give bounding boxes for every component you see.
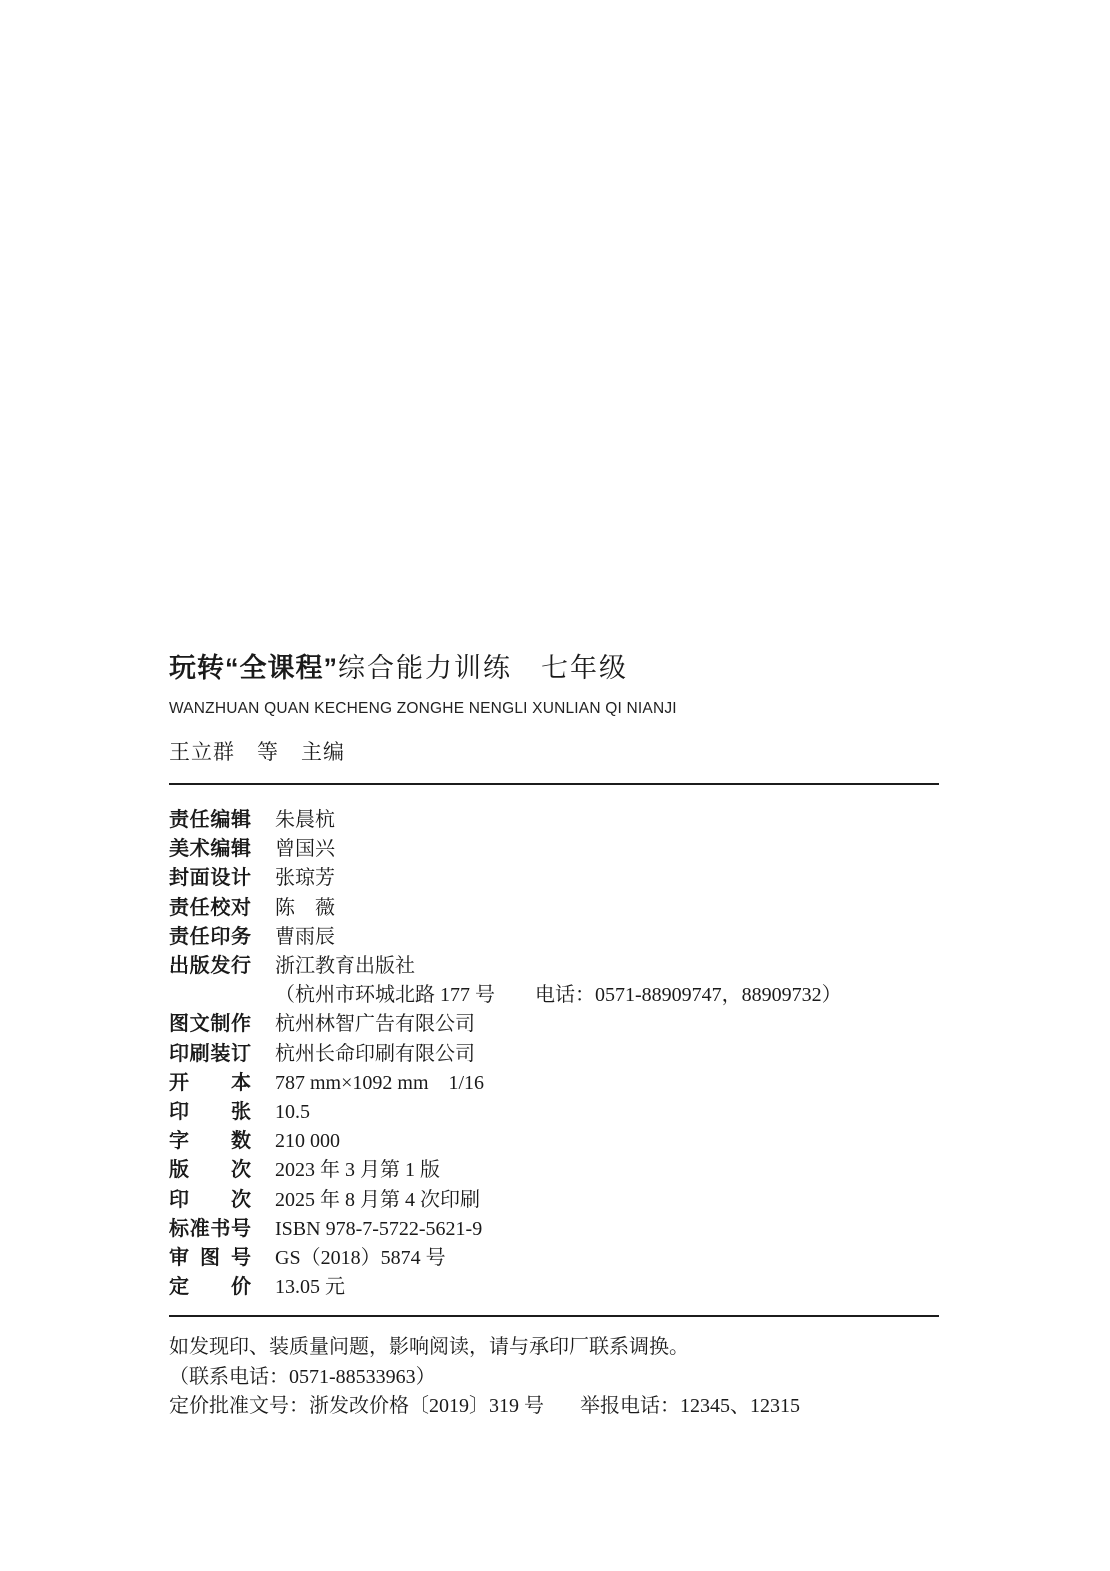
colophon-row [169, 835, 939, 864]
colophon-value: 210 000 [275, 1130, 340, 1153]
colophon-value: （杭州市环城北路 177 号 电话：0571-88909747，88909732） [275, 984, 842, 1007]
colophon-label: 标准书号 [169, 1217, 251, 1240]
footer-notes [169, 1333, 939, 1422]
colophon-row [169, 1215, 939, 1244]
colophon-value: 杭州长命印刷有限公司 [275, 1042, 475, 1065]
divider-bottom [169, 1315, 939, 1317]
colophon-value: GS（2018）5874 号 [275, 1247, 446, 1270]
colophon-value: 13.05 元 [275, 1276, 345, 1299]
book-title-sub: 综合能力训练 七年级 [338, 653, 628, 683]
divider-top [169, 783, 939, 785]
colophon-row [169, 894, 939, 923]
colophon-value: 杭州林智广告有限公司 [275, 1013, 475, 1036]
colophon-row [169, 864, 939, 893]
colophon-value: 曾国兴 [275, 838, 335, 861]
colophon-row [169, 1186, 939, 1215]
colophon-row [169, 1273, 939, 1302]
author-byline: 王立群 等 主编 [169, 740, 345, 764]
colophon-row [169, 923, 939, 952]
colophon-row [169, 1244, 939, 1273]
colophon-row [169, 1098, 939, 1127]
colophon-label: 责任印务 [169, 925, 251, 948]
footer-report-phone: 举报电话：12345、12315 [580, 1395, 800, 1418]
colophon-row [169, 1010, 939, 1039]
colophon-label: 责任校对 [169, 896, 251, 919]
colophon-value: 曹雨辰 [275, 925, 335, 948]
colophon-row [169, 1040, 939, 1069]
colophon-label: 开 本 [169, 1071, 251, 1094]
footer-price-approval: 定价批准文号：浙发改价格〔2019〕319 号 [169, 1395, 544, 1418]
colophon-label: 责任编辑 [169, 809, 251, 831]
footer-contact-phone: （联系电话：0571-88533963） [169, 1365, 436, 1388]
colophon-label: 出版发行 [169, 955, 251, 978]
colophon-value: 2023 年 3 月第 1 版 [275, 1159, 440, 1182]
footer-price-approval-line [169, 1392, 939, 1422]
colophon-label: 印刷装订 [169, 1042, 251, 1065]
colophon-label: 图文制作 [169, 1013, 251, 1036]
book-title [169, 650, 939, 686]
colophon-label: 封面设计 [169, 867, 251, 890]
colophon-row [169, 1156, 939, 1185]
colophon-value: ISBN 978-7-5722-5621-9 [275, 1217, 483, 1240]
colophon-label: 印 张 [169, 1101, 251, 1124]
colophon-value: 787 mm×1092 mm 1/16 [275, 1071, 485, 1094]
colophon-table [169, 806, 939, 1302]
colophon-row-address [169, 981, 939, 1010]
colophon-label: 字 数 [169, 1130, 251, 1153]
colophon-value: 朱晨杭 [275, 809, 335, 831]
colophon-row [169, 1069, 939, 1098]
colophon-label: 版 次 [169, 1159, 251, 1182]
footer-quality-note: 如发现印、装质量问题，影响阅读，请与承印厂联系调换。 [169, 1336, 689, 1359]
colophon-row [169, 1127, 939, 1156]
colophon-value: 2025 年 8 月第 4 次印刷 [275, 1188, 480, 1211]
colophon-label: 美术编辑 [169, 838, 251, 861]
book-title-main: 玩转“全课程” [169, 653, 338, 683]
colophon-content [169, 650, 939, 1422]
book-title-pinyin: WANZHUAN QUAN KECHENG ZONGHE NENGLI XUNLIAN QI NIANJI [169, 700, 677, 717]
colophon-value: 张琼芳 [275, 867, 335, 890]
colophon-value: 浙江教育出版社 [275, 955, 415, 978]
colophon-value: 陈 薇 [275, 896, 335, 919]
colophon-value: 10.5 [275, 1101, 310, 1124]
colophon-label: 审 图 号 [169, 1247, 251, 1270]
colophon-label: 印 次 [169, 1188, 251, 1211]
colophon-row [169, 806, 939, 835]
colophon-label [169, 981, 251, 1010]
colophon-row [169, 952, 939, 981]
colophon-label: 定 价 [169, 1276, 251, 1299]
